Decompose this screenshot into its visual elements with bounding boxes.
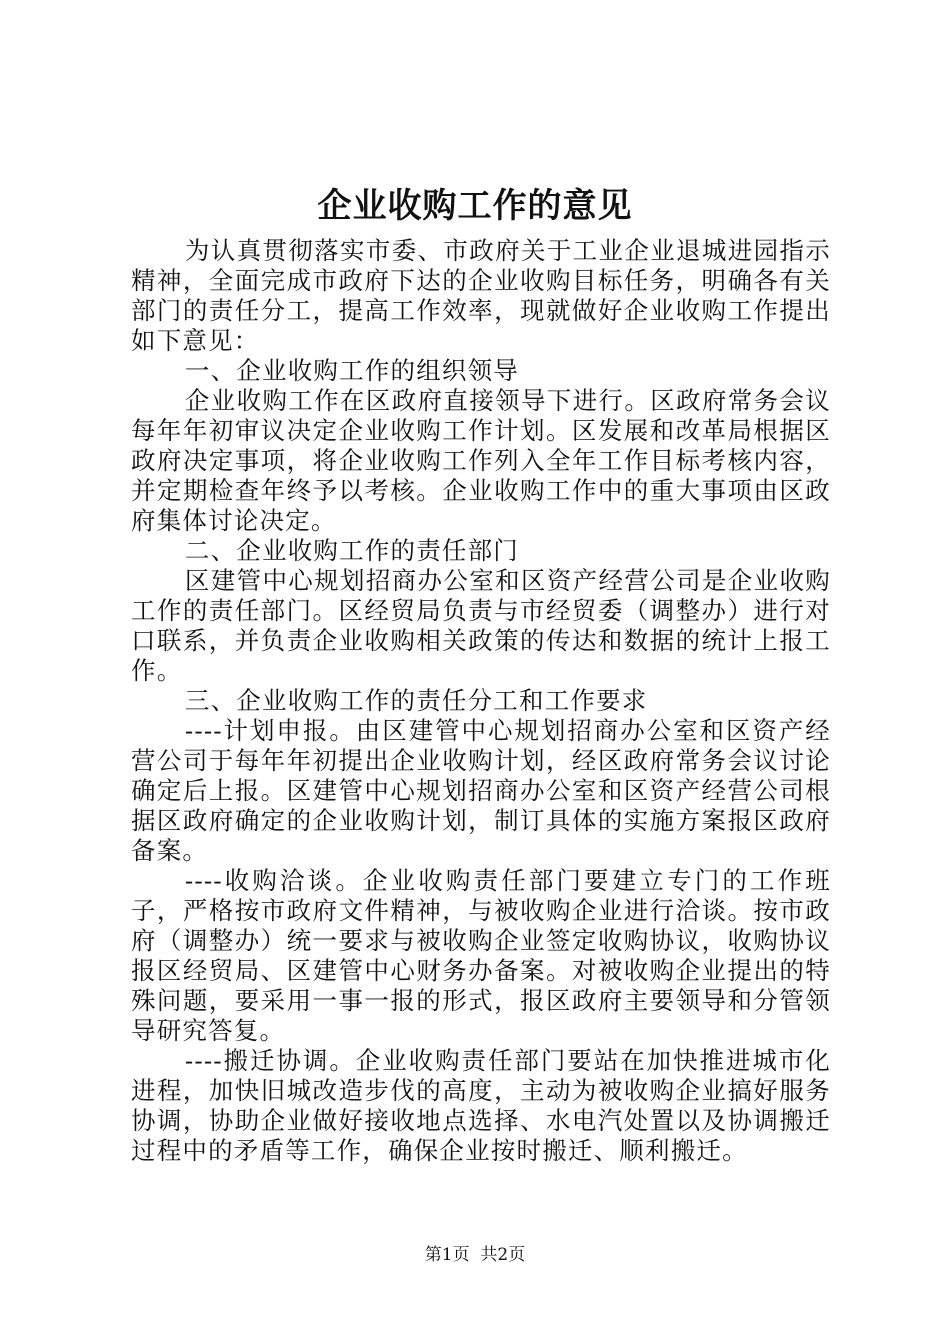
acquisition-negotiation-paragraph: ----收购洽谈。企业收购责任部门要建立专门的工作班子，严格按市政府文件精神，与被收购企业进行洽谈。按市政府（调整办）统一要求与被收购企业签定收购协议，收购协议报区经贸局、区建管中心财务办备案。对被收购企业提出的特殊问题，要采用一事一报的形式，报区政府主要领导和分管领导研究答复。: [131, 866, 831, 1045]
section-heading-1: 一、企业收购工作的组织领导: [184, 356, 519, 385]
section-heading-3: 三、企业收购工作的责任分工和工作要求: [184, 686, 648, 715]
page-number-footer: 第1页 共2页: [424, 1245, 526, 1265]
relocation-coordination-paragraph: ----搬迁协调。企业收购责任部门要站在加快推进城市化进程，加快旧城改造步伐的高度，主动为被收购企业搞好服务协调，协助企业做好接收地点选择、水电汽处置以及协调搬迁过程中的矛盾等工作，确保企业按时搬迁、顺利搬迁。: [131, 1046, 831, 1165]
plan-application-paragraph: ----计划申报。由区建管中心规划招商办公室和区资产经营公司于每年年初提出企业收购计划，经区政府常务会议讨论确定后上报。区建管中心规划招商办公室和区资产经营公司根据区政府确定的企业收购计划，制订具体的实施方案报区政府备案。: [131, 716, 831, 865]
document-body: [131, 236, 831, 1166]
document-title: 企业收购工作的意见: [317, 186, 633, 226]
section-1-paragraph: 企业收购工作在区政府直接领导下进行。区政府常务会议每年年初审议决定企业收购工作计划。区发展和改革局根据区政府决定事项，将企业收购工作列入全年工作目标考核内容，并定期检查年终予以考核。企业收购工作中的重大事项由区政府集体讨论决定。: [131, 386, 831, 535]
section-heading-2: 二、企业收购工作的责任部门: [184, 536, 519, 565]
section-2-paragraph: 区建管中心规划招商办公室和区资产经营公司是企业收购工作的责任部门。区经贸局负责与市经贸委（调整办）进行对口联系，并负责企业收购相关政策的传达和数据的统计上报工作。: [131, 566, 831, 685]
intro-paragraph: 为认真贯彻落实市委、市政府关于工业企业退城进园指示精神，全面完成市政府下达的企业收购目标任务，明确各有关部门的责任分工，提高工作效率，现就做好企业收购工作提出如下意见：: [131, 236, 831, 355]
